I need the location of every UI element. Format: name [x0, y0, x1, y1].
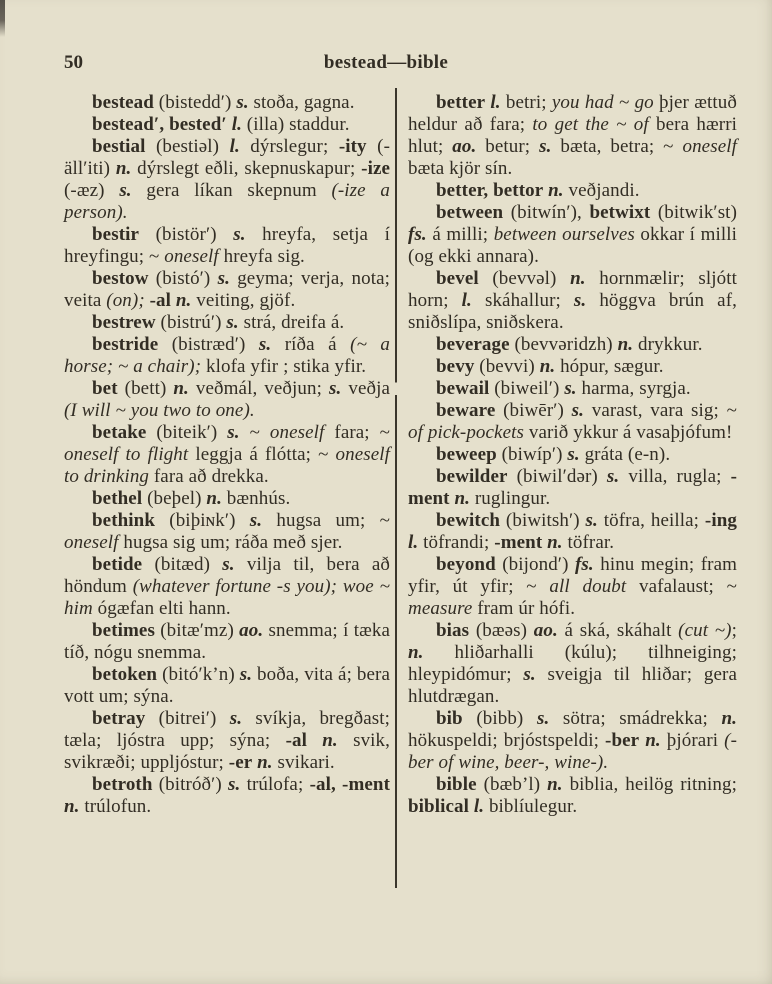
grammar-abbrev: fs. [574, 554, 594, 575]
definition-text: (biwil′dər) [507, 466, 607, 487]
definition-text: (biþiɴk′) [155, 510, 250, 531]
grammar-abbrev: s. [226, 312, 239, 333]
headword: bias [436, 620, 470, 641]
definition-text: (bijond′) [495, 554, 575, 575]
grammar-abbrev: s. [236, 92, 249, 113]
definition-text: bænhús. [221, 488, 291, 509]
dictionary-entry [64, 774, 390, 818]
dictionary-entry [64, 422, 390, 488]
definition-text: leggja á flótta; ~ [188, 444, 336, 465]
dictionary-entry [408, 400, 737, 444]
grammar-abbrev: n. [645, 730, 661, 751]
dictionary-entry [408, 510, 737, 554]
definition-text: á milli; [426, 224, 494, 245]
example-phrase: of pick-pockets [408, 422, 524, 443]
dictionary-entry [64, 708, 390, 774]
dictionary-entry [64, 378, 390, 422]
grammar-abbrev: n. [570, 268, 586, 289]
definition-text: hópur, sægur. [555, 356, 664, 377]
grammar-abbrev: s. [222, 554, 235, 575]
definition-text: bæta kjör sín. [408, 158, 513, 179]
example-phrase: between ourselves [493, 224, 635, 245]
definition-text: klofa yfir ; stika yfir. [201, 356, 367, 377]
example-phrase: oneself [269, 422, 325, 443]
example-phrase: you had ~ go [551, 92, 654, 113]
definition-text: þjer ættuð heldur að fara; [408, 92, 737, 135]
definition-text: (bitó′k’n) [157, 664, 240, 685]
definition-text: (biteik′) [146, 422, 228, 443]
headword: biblical [408, 796, 469, 817]
grammar-abbrev: n. [539, 356, 556, 377]
headword: -er [228, 752, 253, 773]
dictionary-entry [64, 312, 390, 334]
headword: betroth [92, 774, 153, 795]
definition-text: strá, dreifa á. [238, 312, 345, 333]
definition-text: hökuspeldi; brjóstspeldi; [408, 730, 606, 751]
headword: -al [149, 290, 172, 311]
definition-text: betur; [476, 136, 540, 157]
definition-text: geyma; verja, nota; veita [64, 268, 391, 311]
definition-text: vilja til, bera að höndum [64, 554, 391, 597]
definition-text: (bitæd) [142, 554, 223, 575]
definition-text: (-äll′iti) [64, 136, 391, 179]
dictionary-entry [408, 378, 737, 400]
grammar-abbrev: s. [228, 774, 241, 795]
definition-text: hreyfa, setja í hreyfingu; ~ [64, 224, 391, 267]
grammar-abbrev: n. [322, 730, 338, 751]
definition-text: stoða, gagna. [248, 92, 355, 113]
dictionary-entry [64, 136, 390, 224]
definition-text: boða, vita á; bera vott um; sýna. [64, 664, 391, 707]
grammar-abbrev: s. [606, 466, 620, 487]
grammar-abbrev: n. [721, 708, 737, 729]
grammar-abbrev: n. [257, 752, 273, 773]
grammar-abbrev: ao. [533, 620, 558, 641]
definition-text: sötra; smádrekka; [549, 708, 722, 729]
definition-text: drykkur. [633, 334, 703, 355]
grammar-abbrev: fs. [408, 224, 427, 245]
dictionary-entry [408, 466, 737, 510]
grammar-abbrev: s. [258, 334, 272, 355]
definition-text: (bitæ′mz) [154, 620, 240, 641]
definition-text: betri; [500, 92, 552, 113]
headword: bestial [92, 136, 146, 157]
definition-text: hugsa um; ~ [262, 510, 390, 531]
definition-text: höggva brún af, sniðslípa, sniðskera. [408, 290, 737, 333]
grammar-abbrev: s. [249, 510, 263, 531]
grammar-abbrev: n. [548, 180, 564, 201]
dictionary-entry [408, 620, 737, 708]
dictionary-entry [64, 114, 390, 136]
grammar-abbrev: ao. [239, 620, 264, 641]
definition-text: hornmælir; sljótt horn; [408, 268, 737, 311]
right-column [408, 92, 737, 818]
example-phrase: (cut ~) [678, 620, 732, 641]
grammar-abbrev: s. [217, 268, 230, 289]
example-phrase: to get the ~ of [532, 114, 649, 135]
dictionary-entry [64, 510, 390, 554]
definition-text [307, 730, 322, 751]
headword: bevy [436, 356, 475, 377]
definition-text: veiting, gjöf. [191, 290, 296, 311]
definition-text: biblia, heilög ritning; [562, 774, 737, 795]
definition-text: (beþel) [142, 488, 207, 509]
grammar-abbrev: s. [329, 378, 342, 399]
headword: -ment [408, 466, 737, 509]
example-phrase: measure [408, 598, 473, 619]
grammar-abbrev: l. [229, 136, 240, 157]
definition-text: (bistó′) [148, 268, 218, 289]
headword: betake [92, 422, 147, 443]
headword: bible [436, 774, 477, 795]
definition-text: (bæəs) [469, 620, 534, 641]
headword: bib [436, 708, 463, 729]
definition-text: hreyfa sig. [218, 246, 305, 267]
headword: -al, -ment [309, 774, 391, 795]
grammar-abbrev: s. [539, 136, 552, 157]
definition-text: (bevvi) [474, 356, 540, 377]
definition-text: fara að drekka. [149, 466, 269, 487]
grammar-abbrev: n. [64, 796, 80, 817]
grammar-abbrev: s. [229, 708, 243, 729]
grammar-abbrev: n. [408, 642, 424, 663]
page-header [0, 52, 772, 74]
definition-text: ~ [239, 422, 270, 443]
definition-text: hliðarhalli (kúlu); tilhneiging; hleypidómur; [408, 642, 737, 685]
definition-text: harma, syrgja. [576, 378, 691, 399]
headword: between [436, 202, 504, 223]
definition-text: töfra, heilla; [597, 510, 705, 531]
definition-text: varið ykkur á vasaþjófum! [524, 422, 733, 443]
headword: bewitch [436, 510, 501, 531]
column-divider-rule [395, 88, 397, 888]
definition-text: vafalaust; ~ [626, 576, 737, 597]
headword: -ment [494, 532, 543, 553]
dictionary-entry [64, 488, 390, 510]
example-phrase: (whatever fortune -s you); woe ~ him [64, 576, 391, 619]
example-phrase: oneself [64, 532, 119, 553]
grammar-abbrev: n. [175, 290, 192, 311]
grammar-abbrev: n. [115, 158, 132, 179]
headword: betimes [92, 620, 155, 641]
grammar-abbrev: n. [547, 532, 563, 553]
text-columns [64, 92, 737, 984]
definition-text: (bistedd′) [153, 92, 237, 113]
page-number: 50 [64, 52, 83, 73]
binding-shadow [0, 0, 5, 37]
dictionary-entry [64, 664, 390, 708]
grammar-abbrev: l. [408, 532, 419, 553]
definition-text: fram úr hófi. [472, 598, 576, 619]
definition-text: veðjandi. [563, 180, 640, 201]
grammar-abbrev: s. [567, 444, 580, 465]
dictionary-entry [408, 554, 737, 620]
dictionary-entry [64, 268, 390, 312]
grammar-abbrev: l. [231, 114, 242, 135]
dictionary-entry [408, 356, 737, 378]
definition-text: hinu megin; fram yfir, út yfir; ~ [408, 554, 737, 597]
definition-text: svik, svikræði; uppljóstur; [64, 730, 391, 773]
definition-text: gera líkan skepnum [131, 180, 332, 201]
definition-text: fara; ~ [324, 422, 391, 443]
grammar-abbrev: s. [536, 708, 550, 729]
grammar-abbrev: n. [173, 378, 189, 399]
definition-text: (bistör′) [139, 224, 234, 245]
grammar-abbrev: l. [473, 796, 485, 817]
dictionary-entry [64, 224, 390, 268]
headword: betoken [92, 664, 158, 685]
definition-text: sveigja til hliðar; gera hlutdrægan. [408, 664, 737, 707]
dictionary-entry [408, 444, 737, 466]
definition-text: (bitwik′st) [650, 202, 737, 223]
example-phrase: oneself [682, 136, 738, 157]
definition-text: ríða á [271, 334, 351, 355]
definition-text: svíkja, bregðast; tæla; ljóstra upp; sýna; [64, 708, 390, 751]
headword: bewilder [436, 466, 508, 487]
definition-text: trúlofa; [240, 774, 310, 795]
definition-text: (illa) staddur. [241, 114, 350, 135]
definition-text: gráta (e-n). [579, 444, 671, 465]
definition-text: snemma; í tæka tíð, nógu snemma. [64, 620, 391, 663]
definition-text: svikari. [272, 752, 335, 773]
example-phrase: (~ a horse; ~ a chair); [64, 334, 391, 377]
definition-text: biblíulegur. [484, 796, 578, 817]
grammar-abbrev: s. [233, 224, 246, 245]
grammar-abbrev: ao. [452, 136, 477, 157]
definition-text: dýrslegt eðli, skepnuskapur; [131, 158, 362, 179]
headword: -ing [704, 510, 737, 531]
definition-text: (biwēr′) [495, 400, 572, 421]
headword: bestride [92, 334, 159, 355]
headword: bethink [92, 510, 156, 531]
grammar-abbrev: s. [571, 400, 585, 421]
grammar-abbrev: s. [239, 664, 253, 685]
grammar-abbrev: s. [585, 510, 598, 531]
definition-text: varast, vara sig; ~ [584, 400, 737, 421]
grammar-abbrev: n. [454, 488, 470, 509]
dictionary-entry [408, 774, 737, 818]
definition-text: (bestiəl) [145, 136, 230, 157]
dictionary-entry [64, 554, 390, 620]
grammar-abbrev: s. [564, 378, 577, 399]
definition-text: veðja [341, 378, 391, 399]
dictionary-entry [408, 92, 737, 180]
example-phrase: (on); [106, 290, 145, 311]
definition-text: skáhallur; [471, 290, 574, 311]
definition-text: villa, rugla; [619, 466, 731, 487]
headword: better [436, 92, 486, 113]
dictionary-entry [64, 620, 390, 664]
definition-text: (bibb) [462, 708, 537, 729]
definition-text: ógæfan elti hann. [92, 598, 231, 619]
dictionary-entry [408, 268, 737, 334]
headword: bevel [436, 268, 479, 289]
headword: betray [92, 708, 146, 729]
definition-text: hugsa sig um; ráða með sjer. [118, 532, 343, 553]
definition-text: okkar í milli (og ekki annara). [408, 224, 737, 267]
grammar-abbrev: s. [573, 290, 587, 311]
definition-text: á ská, skáhalt [557, 620, 679, 641]
dictionary-entry [408, 202, 737, 268]
headword: betwixt [589, 202, 651, 223]
left-column [64, 92, 390, 818]
definition-text: bæta, betra; ~ [551, 136, 683, 157]
dictionary-entry [64, 334, 390, 378]
headword: beware [436, 400, 496, 421]
grammar-abbrev: l. [461, 290, 472, 311]
headword: -ize [361, 158, 391, 179]
definition-text: (bitróð′) [152, 774, 229, 795]
headword: beverage [436, 334, 510, 355]
headword: -ber [605, 730, 640, 751]
example-phrase: (-ber of wine, beer-, wine-). [408, 730, 737, 773]
grammar-abbrev: n. [617, 334, 634, 355]
grammar-abbrev: s. [523, 664, 536, 685]
headword: bestead′, bested′ [92, 114, 227, 135]
headword: bestir [92, 224, 140, 245]
grammar-abbrev: l. [490, 92, 501, 113]
grammar-abbrev: n. [206, 488, 222, 509]
dictionary-entry [408, 708, 737, 774]
headword: -al [285, 730, 307, 751]
guide-words: bestead—bible [323, 52, 449, 73]
example-phrase: (-ize a person). [64, 180, 391, 223]
headword: bestow [92, 268, 149, 289]
definition-text: veðmál, veðjun; [188, 378, 329, 399]
example-phrase: all doubt [549, 576, 627, 597]
dictionary-entry [408, 334, 737, 356]
headword: bestead [92, 92, 154, 113]
dictionary-entry [64, 92, 390, 114]
headword: -ity [338, 136, 367, 157]
grammar-abbrev: s. [119, 180, 132, 201]
definition-text: (bæb’l) [476, 774, 548, 795]
definition-text: (bistræd′) [158, 334, 259, 355]
definition-text: töfrar. [562, 532, 615, 553]
headword: bet [92, 378, 118, 399]
headword: bewail [436, 378, 490, 399]
headword: better, bettor [436, 180, 544, 201]
definition-text: (bevvəridzh) [509, 334, 618, 355]
headword: betide [92, 554, 143, 575]
definition-text: (biweil′) [489, 378, 565, 399]
example-phrase: (I will ~ you two to one). [64, 400, 255, 421]
example-phrase: oneself to drinking [64, 444, 391, 487]
definition-text: ruglingur. [469, 488, 551, 509]
grammar-abbrev: s. [227, 422, 240, 443]
definition-text: bera hærri hlut; [408, 114, 737, 157]
definition-text: (bett) [117, 378, 174, 399]
definition-text: ; [731, 620, 737, 641]
definition-text: (biwíp′) [496, 444, 568, 465]
example-phrase: oneself to flight [64, 444, 189, 465]
definition-text: (-æz) [64, 180, 120, 201]
dictionary-entry [408, 180, 737, 202]
headword: bethel [92, 488, 143, 509]
definition-text: þjórari [660, 730, 725, 751]
definition-text: töfrandi; [418, 532, 495, 553]
definition-text: (bitrei′) [145, 708, 230, 729]
definition-text: (bevvəl) [478, 268, 571, 289]
definition-text: dýrslegur; [239, 136, 339, 157]
definition-text: (bitwín′), [503, 202, 590, 223]
headword: beweep [436, 444, 497, 465]
headword: bestrew [92, 312, 156, 333]
definition-text: (bistrú′) [155, 312, 227, 333]
grammar-abbrev: n. [547, 774, 563, 795]
headword: beyond [436, 554, 496, 575]
definition-text: (biwitsh′) [500, 510, 586, 531]
definition-text: trúlofun. [79, 796, 152, 817]
example-phrase: oneself [164, 246, 219, 267]
